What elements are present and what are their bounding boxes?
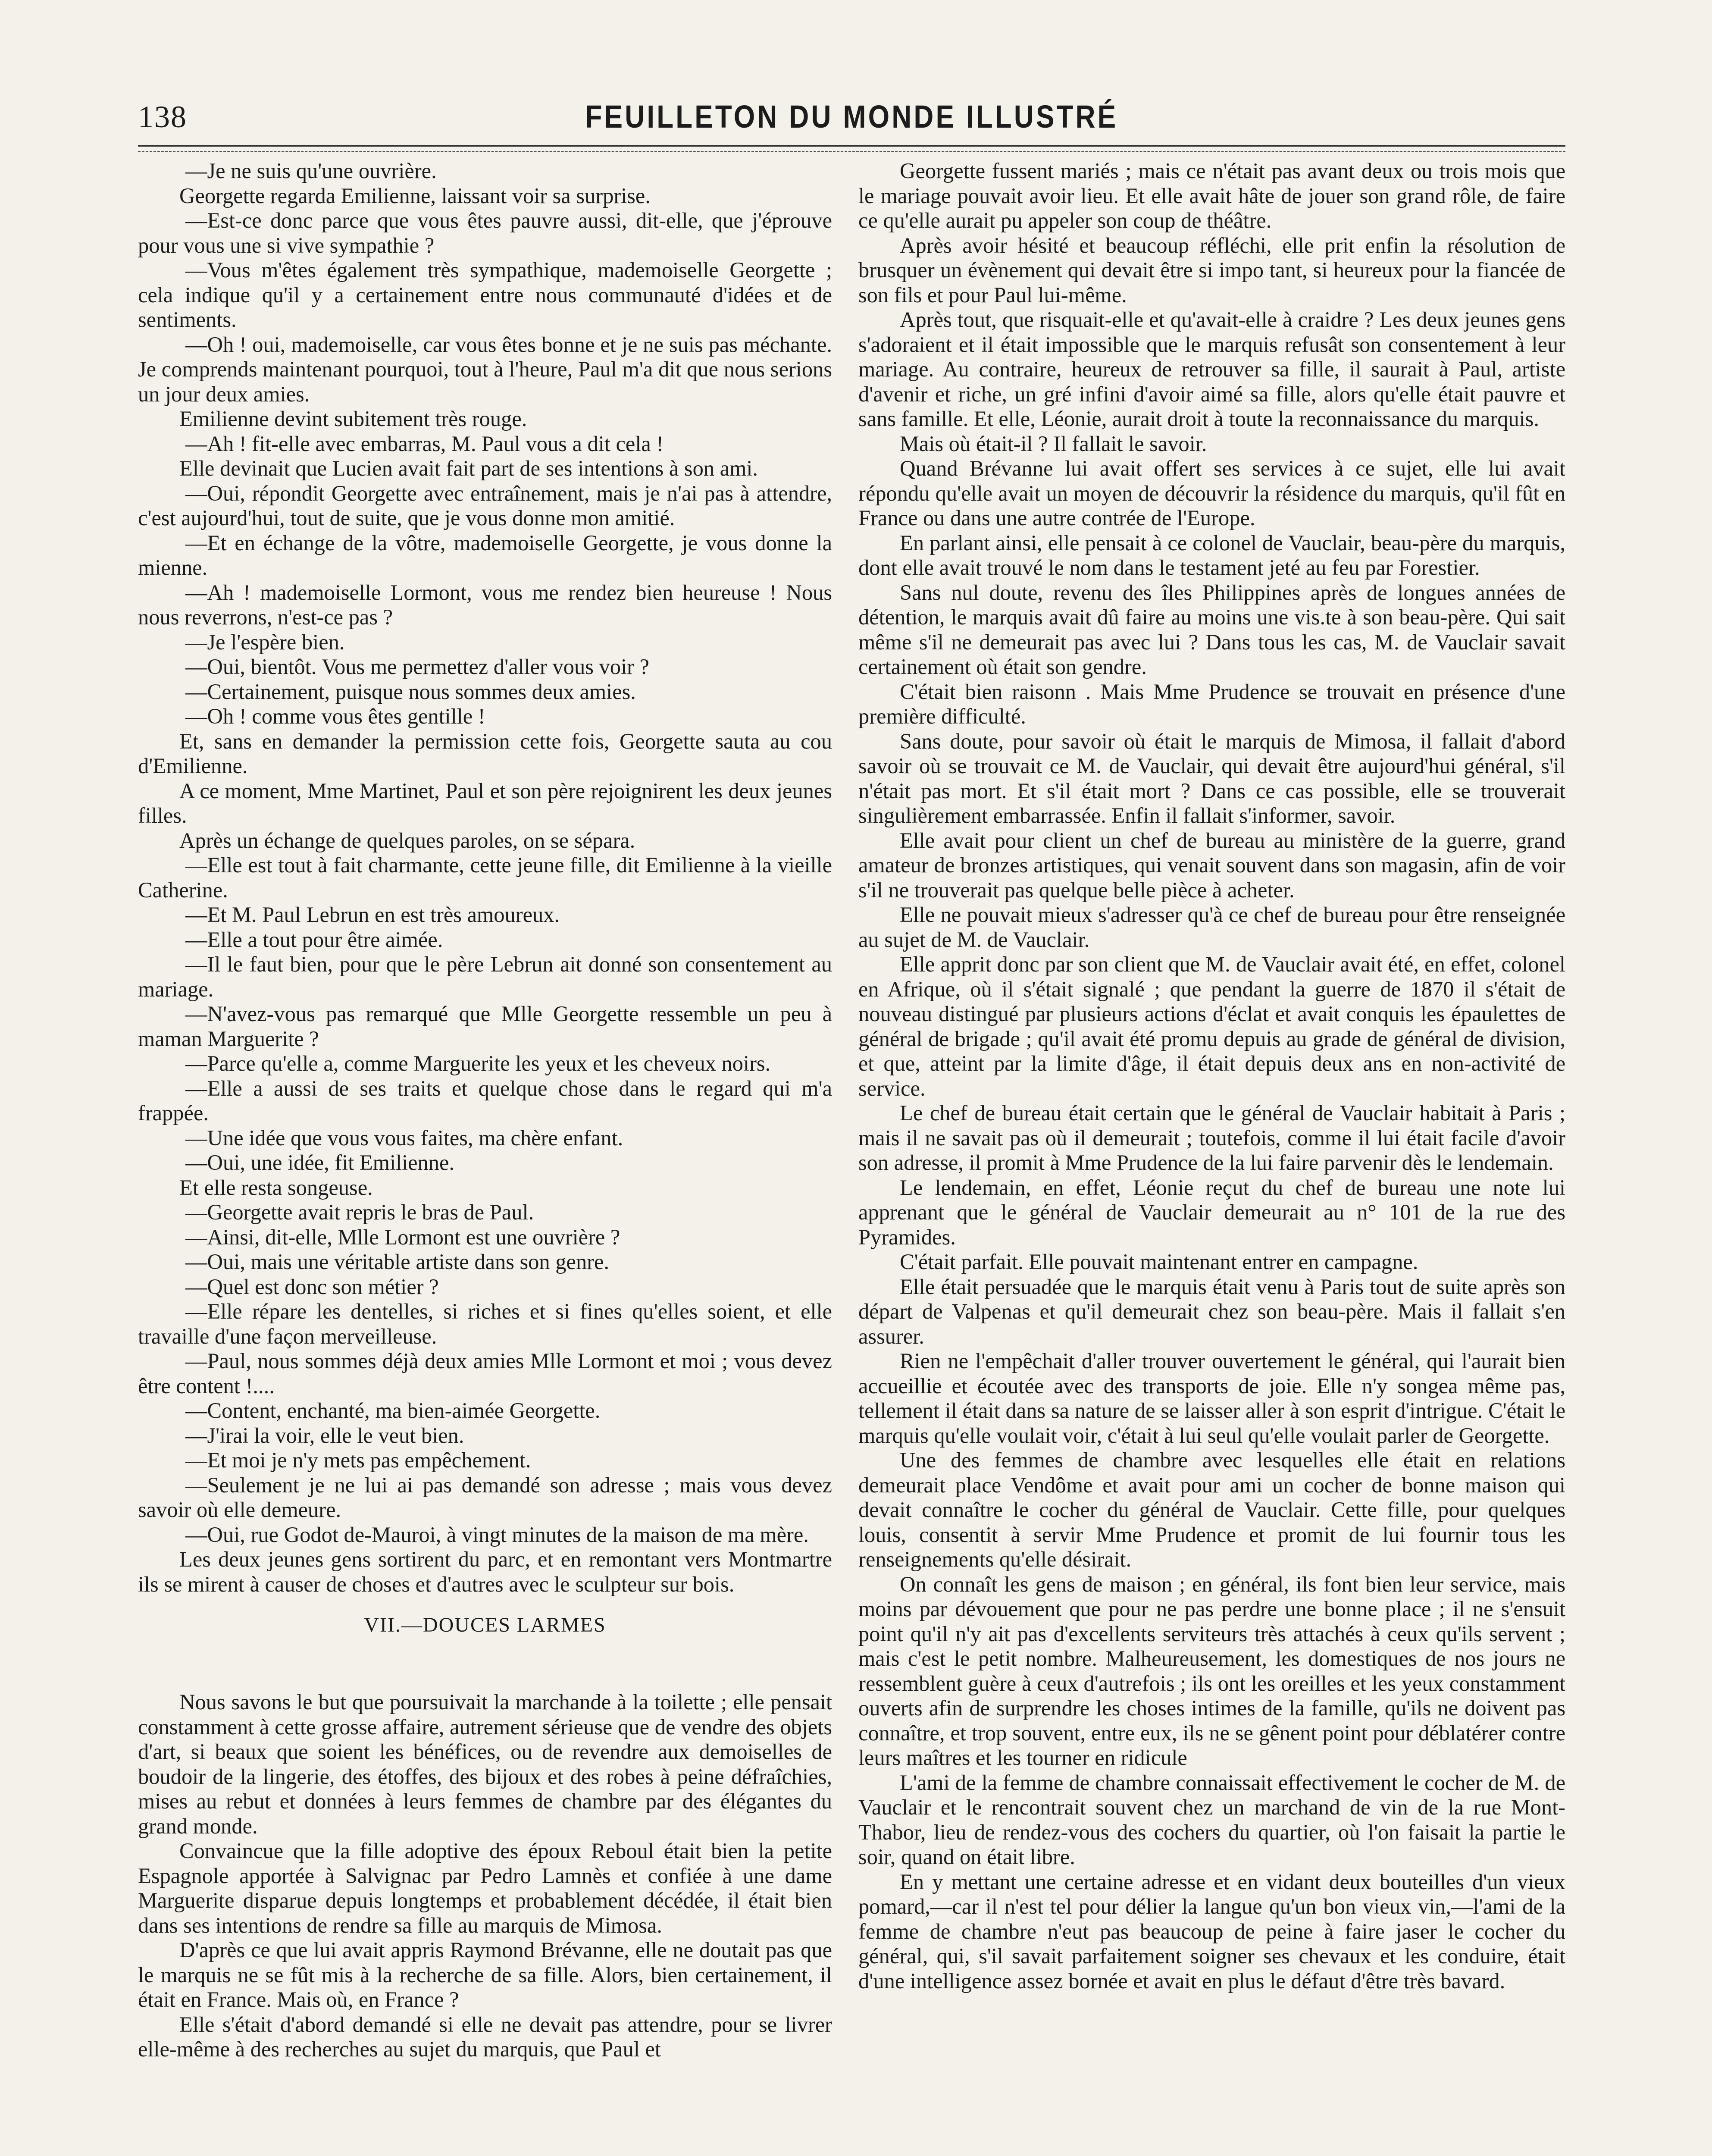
header-rule-dashed [138, 151, 1565, 152]
paragraph: En y mettant une certaine adresse et en vidant deux bouteilles d'un vieux pomard,—car il n'est tel pour délier la langue qu'un bon vieux vin,—l'ami de la femme de chambre n'eut pas beaucoup de peine à faire jaser le cocher du général, qui, s'il savait parfaitement soigner ses chevaux et les conduire, était d'une intelligence assez bornée et avait en plus le défaut d'être très bavard. [858, 1869, 1565, 1993]
paragraph: Après un échange de quelques paroles, on se sépara. [179, 828, 635, 852]
paragraph: —Est-ce donc parce que vous êtes pauvre aussi, dit-elle, que j'éprouve pour vous une si vive sympathie ? [138, 208, 832, 257]
paragraph: C'était bien raisonn . Mais Mme Prudence se trouvait en présence d'une première difficulté. [858, 679, 1565, 728]
paragraph: —Ah ! mademoiselle Lormont, vous me rendez bien heureuse ! Nous nous reverrons, n'est-ce pas ? [138, 580, 832, 629]
paragraph: —Content, enchanté, ma bien-aimée Georgette. [185, 1398, 601, 1423]
paragraph: Et elle resta songeuse. [179, 1175, 373, 1200]
header-rule [138, 145, 1565, 147]
paragraph: Une des femmes de chambre avec lesquelles elle était en relations demeurait place Vendôme et avait pour ami un cocher de bonne maison qui devait connaître le cocher du général de Vauclair. Cette fille, pour quelques louis, consentit à servir Mme Prudence et promit de lui fournir tous les renseignements qu'elle désirait. [858, 1448, 1565, 1571]
paragraph: —Je l'espère bien. [185, 630, 345, 654]
chapter-heading [138, 1612, 832, 1638]
paragraph: Les deux jeunes gens sortirent du parc, et en remontant vers Montmartre ils se mirent à causer de choses et d'autres avec le sculpteur sur bois. [138, 1547, 832, 1596]
paragraph: Emilienne devint subitement très rouge. [179, 407, 527, 431]
paragraph: —Parce qu'elle a, comme Marguerite les yeux et les cheveux noirs. [185, 1051, 771, 1075]
page-number: 138 [138, 100, 187, 134]
paragraph: En parlant ainsi, elle pensait à ce colonel de Vauclair, beau-père du marquis, dont elle avait trouvé le nom dans le testament jeté au feu par Forestier. [858, 530, 1565, 580]
right-column-paragraphs [858, 159, 1565, 1993]
paragraph: Elle ne pouvait mieux s'adresser qu'à ce chef de bureau pour être renseignée au sujet de M. de Vauclair. [858, 903, 1565, 952]
paragraph: —Seulement je ne lui ai pas demandé son adresse ; mais vous devez savoir où elle demeure. [138, 1473, 832, 1522]
paragraph: —Certainement, puisque nous sommes deux amies. [185, 679, 636, 704]
paragraph: —Oui, rue Godot de-Mauroi, à vingt minutes de la maison de ma mère. [185, 1522, 809, 1547]
running-title: FEUILLETON DU MONDE ILLUSTRÉ [585, 99, 1118, 135]
paragraph: —Il le faut bien, pour que le père Lebrun ait donné son consentement au mariage. [138, 952, 832, 1001]
paragraph: —Et moi je n'y mets pas empêchement. [185, 1448, 531, 1472]
paragraph: —Et M. Paul Lebrun en est très amoureux. [185, 903, 560, 927]
left-column-paragraphs [138, 159, 832, 1597]
paragraph: Le lendemain, en effet, Léonie reçut du chef de bureau une note lui apprenant que le général de Vauclair demeurait au n° 101 de la rue des Pyramides. [858, 1175, 1565, 1249]
paragraph: —Ainsi, dit-elle, Mlle Lormont est une ouvrière ? [185, 1225, 620, 1249]
paragraph: Après tout, que risquait-elle et qu'avait-elle à craidre ? Les deux jeunes gens s'adoraient et il était impossible que le marquis refusât son consentement à leur mariage. Au contraire, heureux de retrouver sa fille, il saurait à Paul, artiste d'avenir et riche, un gré infini d'avoir aimé sa fille, alors qu'elle était pauvre et sans famille. Et elle, Léonie, aurait droit à toute la reconnaissance du marquis. [858, 307, 1565, 431]
paragraph: Elle avait pour client un chef de bureau au ministère de la guerre, grand amateur de bronzes artistiques, qui venait souvent dans son magasin, afin de voir s'il ne trouverait pas quelque belle pièce à acheter. [858, 828, 1565, 902]
paragraph: Le chef de bureau était certain que le général de Vauclair habitait à Paris ; mais il ne savait pas où il demeurait ; toutefois, comme il lui était facile d'avoir son adresse, il promit à Mme Prudence de la lui faire parvenir dès le lendemain. [858, 1101, 1565, 1175]
left-column [138, 159, 832, 2156]
paragraph: Sans doute, pour savoir où était le marquis de Mimosa, il fallait d'abord savoir où se trouvait ce M. de Vauclair, qui devait être aujourd'hui général, s'il n'était pas mort. Et s'il était mort ? Dans ce cas possible, elle se trouverait singulièrement embarrassée. Enfin il fallait s'informer, savoir. [858, 729, 1565, 827]
paragraph: Après avoir hésité et beaucoup réfléchi, elle prit enfin la résolution de brusquer un évènement qui devait être si impo tant, si heureux pour la fiancée de son fils et pour Paul lui-même. [858, 233, 1565, 307]
paragraph: On connaît les gens de maison ; en général, ils font bien leur service, mais moins par dévouement que pour ne pas perdre une bonne place ; il ne s'ensuit point qu'il n'y ait pas d'excellents serviteurs très attachés à ceux qu'ils servent ; mais c'est le petit nombre. Malheureusement, les domestiques de nos jours ne ressemblent guère à ceux d'autrefois ; ils ont les oreilles et les yeux constamment ouverts afin de surprendre les choses intimes de la famille, qu'ils ne doivent pas connaître, et trop souvent, entre eux, ils ne se gênent point pour déblatérer contre leurs maîtres et les tourner en ridicule [858, 1572, 1565, 1770]
paragraph: Quand Brévanne lui avait offert ses services à ce sujet, elle lui avait répondu qu'elle avait un moyen de découvrir la résidence du marquis, qu'il fût en France ou dans une autre contrée de l'Europe. [858, 456, 1565, 530]
paragraph: L'ami de la femme de chambre connaissait effectivement le cocher de M. de Vauclair et le rencontrait souvent chez un marchand de vin de la rue Mont-Thabor, lieu de rendez-vous des cochers du quartier, où l'on faisait la partie le soir, quand on était libre. [858, 1770, 1565, 1869]
page-header [138, 97, 1565, 145]
chapter-heading-text: VII.—DOUCES LARMES [364, 1614, 606, 1636]
text-columns [138, 159, 1565, 2156]
paragraph: —Oui, répondit Georgette avec entraînement, mais je n'ai pas à attendre, c'est aujourd'hui, tout de suite, que je vous donne mon amitié. [138, 481, 832, 530]
paragraph: Georgette regarda Emilienne, laissant voir sa surprise. [179, 183, 651, 208]
paragraph: —Oh ! comme vous êtes gentille ! [185, 704, 485, 728]
paragraph: Elle apprit donc par son client que M. de Vauclair avait été, en effet, colonel en Afrique, où il s'était signalé ; que pendant la guerre de 1870 il s'était de nouveau distingué par plusieurs actions d'éclat et avait conquis les épaulettes de général de brigade ; qu'il avait été promu depuis au grade de général de division, et que, atteint par la limite d'âge, il était depuis deux ans en non-activité de service. [858, 952, 1565, 1100]
paragraph: —Elle a aussi de ses traits et quelque chose dans le regard qui m'a frappée. [138, 1076, 832, 1125]
paragraph: —Paul, nous sommes déjà deux amies Mlle Lormont et moi ; vous devez être content !.... [138, 1349, 832, 1398]
paragraph: —Ah ! fit-elle avec embarras, M. Paul vous a dit cela ! [185, 431, 664, 456]
paragraph: A ce moment, Mme Martinet, Paul et son père rejoignirent les deux jeunes filles. [138, 778, 832, 827]
paragraph: —Oui, bientôt. Vous me permettez d'aller vous voir ? [185, 655, 649, 679]
paragraph: —Et en échange de la vôtre, mademoiselle Georgette, je vous donne la mienne. [138, 530, 832, 580]
paragraph: —Vous m'êtes également très sympathique, mademoiselle Georgette ; cela indique qu'il y a certainement entre nous communauté d'idées et de sentiments. [138, 258, 832, 332]
paragraph: Nous savons le but que poursuivait la marchande à la toilette ; elle pensait constamment à cette grosse affaire, autrement sérieuse que de vendre des objets d'art, si beaux que soient les bénéfices, ou de revendre aux demoiselles de boudoir de la lingerie, des étoffes, des bijoux et des robes à peine défraîchies, mises au rebut et données à leurs femmes de chambre par des élégantes du grand monde. [138, 1690, 832, 1838]
paragraph: Elle était persuadée que le marquis était venu à Paris tout de suite après son départ de Valpenas et qu'il demeurait chez son beau-père. Mais il fallait s'en assurer. [858, 1274, 1565, 1348]
paragraph: Rien ne l'empêchait d'aller trouver ouvertement le général, qui l'aurait bien accueillie et écoutée avec des transports de joie. Elle n'y songea même pas, tellement il était dans sa nature de se laisser aller à son esprit d'intrigue. C'était le marquis qu'elle voulait voir, c'était à lui seul qu'elle voulait parler de Georgette. [858, 1349, 1565, 1448]
paragraph: —Quel est donc son métier ? [185, 1274, 439, 1299]
paragraph: Mais où était-il ? Il fallait le savoir. [900, 431, 1207, 456]
paragraph: —Georgette avait repris le bras de Paul. [185, 1200, 534, 1224]
paragraph: —Oui, une idée, fit Emilienne. [185, 1150, 455, 1175]
paragraph: —N'avez-vous pas remarqué que Mlle Georgette ressemble un peu à maman Marguerite ? [138, 1002, 832, 1051]
left-column-paragraphs-after [138, 1690, 832, 2062]
paragraph: Et, sans en demander la permission cette fois, Georgette sauta au cou d'Emilienne. [138, 729, 832, 778]
paragraph: —Elle répare les dentelles, si riches et si fines qu'elles soient, et elle travaille d'une façon merveilleuse. [138, 1299, 832, 1348]
paragraph: —Elle est tout à fait charmante, cette jeune fille, dit Emilienne à la vieille Catherine. [138, 853, 832, 902]
right-column [858, 159, 1565, 2156]
paragraph: Georgette fussent mariés ; mais ce n'était pas avant deux ou trois mois que le mariage pouvait avoir lieu. Et elle avait hâte de jouer son grand rôle, de faire ce qu'elle aurait pu appeler son coup de théâtre. [858, 159, 1565, 232]
paragraph: C'était parfait. Elle pouvait maintenant entrer en campagne. [900, 1250, 1418, 1274]
paragraph: Convaincue que la fille adoptive des époux Reboul était bien la petite Espagnole apportée à Salvignac par Pedro Lamnès et confiée à une dame Marguerite disparue depuis longtemps et probablement décédée, il était bien dans ses intentions de rendre sa fille au marquis de Mimosa. [138, 1839, 832, 1937]
paragraph: —Elle a tout pour être aimée. [185, 927, 443, 952]
paragraph: D'après ce que lui avait appris Raymond Brévanne, elle ne doutait pas que le marquis ne se fût mis à la recherche de sa fille. Alors, bien certainement, il était en France. Mais où, en France ? [138, 1938, 832, 2012]
paragraph: —Je ne suis qu'une ouvrière. [185, 159, 437, 183]
paragraph: —Oh ! oui, mademoiselle, car vous êtes bonne et je ne suis pas méchante. Je comprends maintenant pourquoi, tout à l'heure, Paul m'a dit que nous serions un jour deux amies. [138, 332, 832, 406]
paragraph: Elle s'était d'abord demandé si elle ne devait pas attendre, pour se livrer elle-même à des recherches au sujet du marquis, que Paul et [138, 2012, 832, 2061]
paragraph: —Une idée que vous vous faites, ma chère enfant. [185, 1125, 623, 1150]
paragraph: —J'irai la voir, elle le veut bien. [185, 1423, 464, 1448]
paragraph: Sans nul doute, revenu des îles Philippines après de longues années de détention, le marquis avait dû faire au moins une vis.te à son beau-père. Qui sait même s'il ne demeurait pas avec lui ? Dans tous les cas, M. de Vauclair savait certainement où était son gendre. [858, 580, 1565, 679]
paragraph: —Oui, mais une véritable artiste dans son genre. [185, 1250, 610, 1274]
paragraph: Elle devinait que Lucien avait fait part de ses intentions à son ami. [179, 456, 758, 480]
